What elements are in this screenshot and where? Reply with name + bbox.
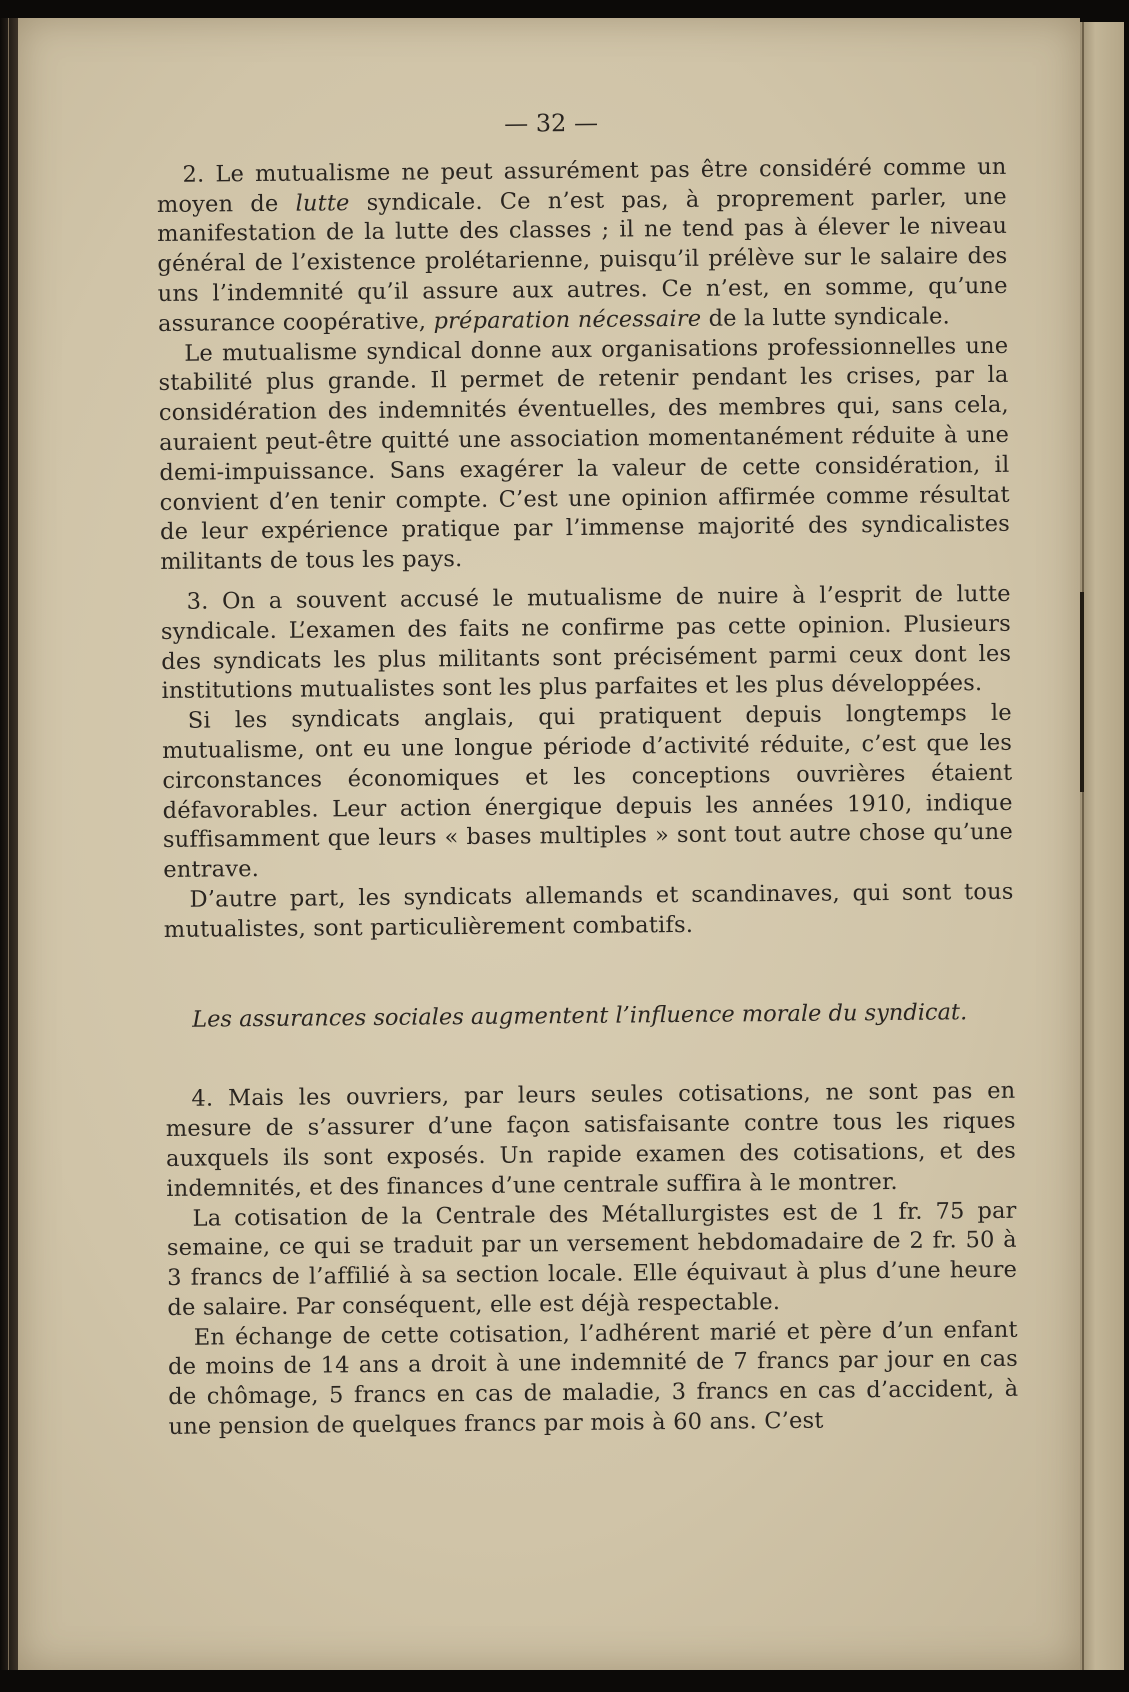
paragraph-3-intro: 3. On a souvent accusé le mutualisme de nuire à l’esprit de lutte syndicale. L’examen des faits ne confirme pas cette opinion. Plusieurs des syndicats les plus militants sont précisément parmi ceux dont les institutions mutualistes sont les plus parfaites et les plus développées. <box>160 580 1012 705</box>
page-sheet <box>18 18 1080 1670</box>
paragraph-2-stability: Le mutualisme syndical donne aux organisations professionnelles une stabilité plus grande. Il permet de retenir pendant les crises, par la considération des indemnités éventuelles, des membres qui, sans cela, auraient peut-être quitté une association momentanément réduite à une demi-impuissance. Sans exagérer la valeur de cette considération, il convient d’en tenir compte. C’est une opinion affirmée comme résultat de leur expérience pratique par l’immense majorité des syndicalistes militants de tous les pays. <box>158 332 1011 576</box>
section-heading: Les assurances sociales augmentent l’influence morale du syndicat. <box>192 998 968 1033</box>
text-span: de la lutte syndicale. <box>701 303 951 332</box>
paragraph-2-intro <box>156 153 1008 340</box>
page-number: — 32 — <box>504 108 599 138</box>
paragraph-3-english: Si les syndicats anglais, qui pratiquent depuis longtemps le mutualisme, ont eu une longue période d’activité réduite, c’est que les circonstances économiques et les conceptions ouvrières étaient défavorables. Leur action énergique depuis les années 1910, indique suffisamment que leurs « bases multiples » sont tout autre chose qu’une entrave. <box>161 699 1014 884</box>
text-span: 2. Le mutualisme ne peut assurément pas être considéré comme un moyen de <box>156 153 1007 218</box>
paragraph-4-echange: En échange de cette cotisation, l’adhérent marié et père d’un enfant de moins de 14 ans a droit à une indemnité de 7 francs par jour en cas de chômage, 5 francs en cas de maladie, 3 francs en cas d’accident, à une pension de quelques francs par mois à 60 ans. C’est <box>167 1316 1019 1441</box>
book-binding <box>0 18 18 1670</box>
paragraph-3-german: D’autre part, les syndicats allemands et scandinaves, qui sont tous mutualistes, sont particulièrement combatifs. <box>163 878 1014 943</box>
paragraph-4-intro: 4. Mais les ouvriers, par leurs seules cotisations, ne sont pas en mesure de s’assurer d’une façon satisfaisante contre tous les riques auxquels ils sont exposés. Un rapide examen des cotisations, et des indemnités, et des finances d’une centrale suffira à le montrer. <box>165 1078 1017 1202</box>
text-span: syndicale. Ce n’est pas, à proprement parler, une manifestation de la lutte des classes ; il ne tend pas à élever le niveau général de l’existence prolétarienne, puisqu’il prélève sur le salaire des uns l’indemnité qu’il assure aux autres. Ce n’est, en somme, qu’une assurance coopérative, <box>157 183 1008 337</box>
binding-line <box>8 18 9 1670</box>
page-content <box>156 105 1019 1443</box>
edge-bar <box>1080 592 1084 792</box>
italic-preparation: préparation nécessaire <box>433 305 702 335</box>
italic-lutte: lutte <box>295 189 350 217</box>
next-page-edge <box>1080 22 1124 1670</box>
edge-rule <box>1082 22 1084 1670</box>
paragraph-4-cotisation: La cotisation de la Centrale des Métallurgistes est de 1 fr. 75 par semaine, ce qui se traduit par un versement hebdomadaire de 2 fr. 50 à 3 francs de l’affilié à sa section locale. Elle équivaut à plus d’une heure de salaire. Par conséquent, elle est déjà respectable. <box>166 1197 1018 1321</box>
